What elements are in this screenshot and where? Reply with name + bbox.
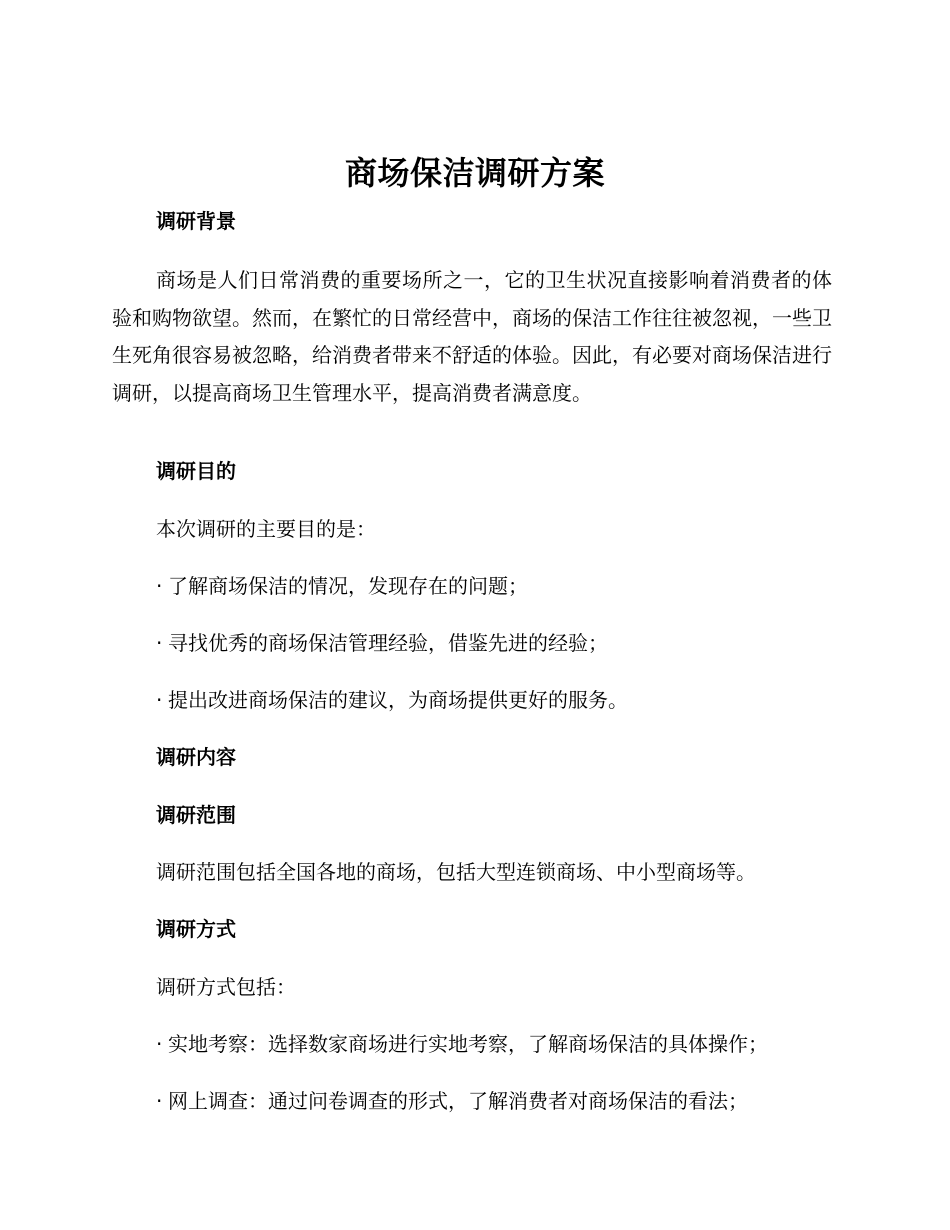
bullet-text: 了解商场保洁的情况，发现存在的问题；	[168, 574, 528, 598]
purpose-intro: 本次调研的主要目的是：	[156, 517, 376, 541]
section-heading-method: 调研方式	[156, 917, 236, 941]
section-heading-purpose: 调研目的	[156, 459, 236, 483]
bullet-marker: ·	[156, 631, 163, 655]
bullet-marker: ·	[156, 1032, 163, 1056]
method-intro: 调研方式包括：	[156, 975, 296, 999]
method-bullet-item	[156, 1029, 768, 1059]
purpose-bullet-item	[156, 685, 628, 715]
bullet-text: 提出改进商场保洁的建议，为商场提供更好的服务。	[168, 688, 628, 712]
document-title: 商场保洁调研方案	[344, 154, 605, 192]
purpose-bullet-item	[156, 571, 528, 601]
purpose-bullet-item	[156, 628, 608, 658]
bullet-text: 网上调查：通过问卷调查的形式，了解消费者对商场保洁的看法；	[168, 1089, 748, 1113]
bullet-text: 寻找优秀的商场保洁管理经验，借鉴先进的经验；	[168, 631, 608, 655]
section-heading-scope: 调研范围	[156, 803, 236, 827]
method-bullet-item	[156, 1086, 748, 1116]
section-heading-background: 调研背景	[156, 209, 236, 233]
bullet-marker: ·	[156, 574, 163, 598]
bullet-marker: ·	[156, 1089, 163, 1113]
bullet-marker: ·	[156, 688, 163, 712]
scope-text: 调研范围包括全国各地的商场，包括大型连锁商场、中小型商场等。	[156, 860, 756, 884]
bullet-text: 实地考察：选择数家商场进行实地考察，了解商场保洁的具体操作；	[168, 1032, 768, 1056]
background-paragraph: 商场是人们日常消费的重要场所之一，它的卫生状况直接影响着消费者的体验和购物欲望。然而，在繁忙的日常经营中，商场的保洁工作往往被忽视，一些卫生死角很容易被忽略，给消费者带来不舒适的体验。因此，有必要对商场保洁进行调研，以提高商场卫生管理水平，提高消费者满意度。	[112, 268, 832, 405]
section-heading-content: 调研内容	[156, 745, 236, 769]
